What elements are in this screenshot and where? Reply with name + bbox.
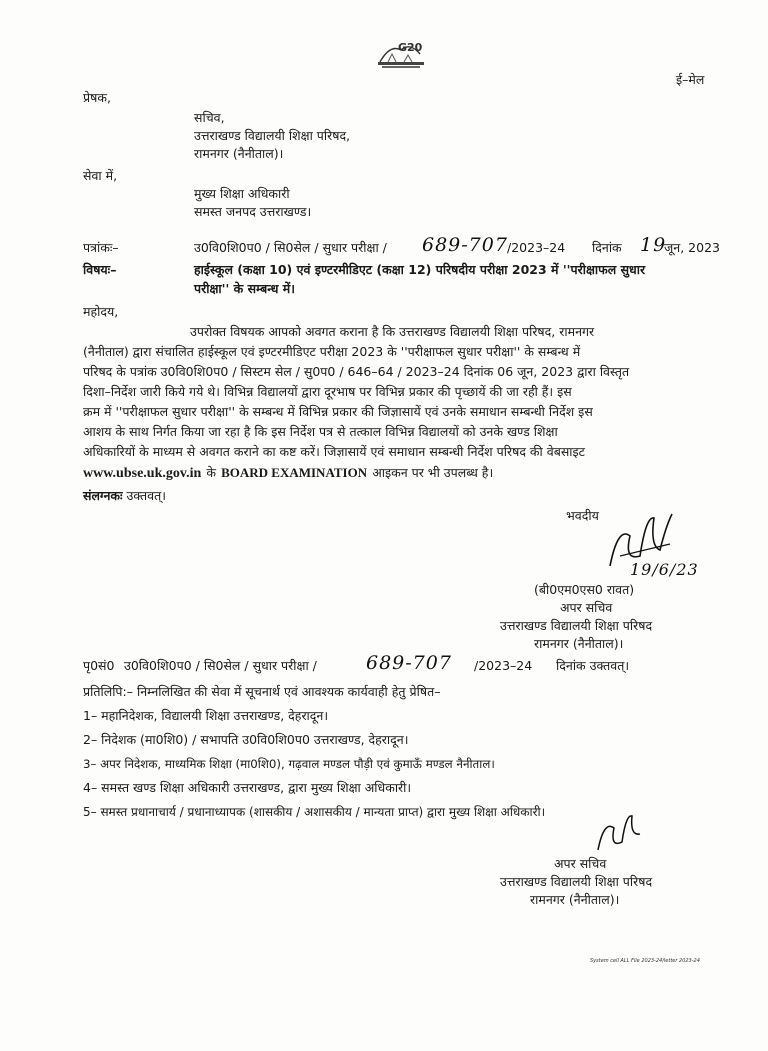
reference-date-label: दिनांक — [592, 240, 622, 255]
website-tail: आइकन पर भी उपलब्ध है। — [372, 465, 494, 480]
signature-2-icon — [590, 806, 650, 862]
signatory-name: (बी0एम0एस0 रावत) — [534, 582, 635, 597]
sender-line: सचिव, — [194, 110, 225, 125]
copy-ref-label: पृ0सं0 — [83, 658, 115, 673]
subject-line: परीक्षा'' के सम्बन्ध में। — [194, 281, 295, 296]
handwritten-letter-number: 689-707 — [422, 234, 508, 256]
signatory-place: रामनगर (नैनीताल)। — [534, 636, 624, 651]
reference-year: /2023–24 — [507, 240, 566, 255]
copy-item: 5– समस्त प्रधानाचार्य / प्रधानाध्यापक (शासकीय / अशासकीय / मान्यता प्राप्त) द्वारा मुख्य शिक्षा अधिकारी। — [83, 805, 546, 819]
body-line: क्रम में ''परीक्षाफल सुधार परीक्षा'' के सम्बन्ध में विभिन्न प्रकार की जिज्ञासायें एवं उनके समाधान सम्बन्धी निर्देश इस — [83, 404, 593, 419]
reference-code: उ0वि0शि0प0 / सि0सेल / सुधार परीक्षा / — [194, 240, 387, 255]
enclosure-label: संलग्नकः — [83, 488, 123, 503]
body-line: आशय के साथ निर्गत किया जा रहा है कि इस निर्देश पत्र से तत्काल विभिन्न विद्यालयों को उनके खण्ड शिक्षा — [83, 424, 558, 439]
enclosure — [83, 488, 166, 504]
salutation: महोदय, — [83, 304, 119, 319]
g20-logo — [370, 40, 432, 72]
signatory2-place: रामनगर (नैनीताल)। — [530, 892, 620, 907]
copy-ref-date: दिनांक उक्तवत्। — [556, 658, 630, 673]
body-line: उपरोक्त विषयक आपको अवगत कराना है कि उत्तराखण्ड विद्यालयी शिक्षा परिषद, रामनगर — [190, 324, 595, 339]
copy-item: 1– महानिदेशक, विद्यालयी शिक्षा उत्तराखण्ड, देहरादून। — [83, 708, 329, 723]
website-line — [83, 462, 493, 482]
sender-line: रामनगर (नैनीताल)। — [194, 146, 284, 161]
sender-label: प्रेषक, — [83, 90, 111, 105]
copy-ref-year: /2023–24 — [474, 658, 533, 673]
email-mark: ई–मेल — [676, 72, 705, 87]
handwritten-sign-date: 19/6/23 — [630, 560, 699, 579]
recipient-line: मुख्य शिक्षा अधिकारी — [194, 186, 290, 201]
signatory2-org: उत्तराखण्ड विद्यालयी शिक्षा परिषद — [500, 874, 653, 889]
subject-line: हाईस्कूल (कक्षा 10) एवं इण्टरमीडिएट (कक्षा 12) परिषदीय परीक्षा 2023 में ''परीक्षाफल सुधार — [194, 262, 646, 277]
copies-intro: प्रतिलिपि:– निम्नलिखित की सेवा में सूचनार्थ एवं आवश्यक कार्यवाही हेतु प्रेषित– — [83, 684, 441, 699]
signatory-designation: अपर सचिव — [560, 600, 613, 615]
enclosure-value: उक्तवत्। — [126, 488, 166, 503]
body-line: दिशा–निर्देश जारी किये गये थे। विभिन्न विद्यालयों द्वारा दूरभाष पर विभिन्न प्रकार की पृच्छायें की जा रही हैं। इस — [83, 384, 572, 399]
handwritten-day: 19 — [640, 234, 667, 256]
copy-ref-code: उ0वि0शि0प0 / सि0सेल / सुधार परीक्षा / — [124, 658, 317, 673]
footer-file-path: System cell ALL File 2023-24/letter 2023-24 — [590, 958, 700, 964]
body-line: अधिकारियों के माध्यम से अवगत कराने का कष्ट करें। जिज्ञासायें एवं समाधान सम्बन्धी निर्देश परिषद की वेबसाइट — [83, 444, 585, 459]
sender-line: उत्तराखण्ड विद्यालयी शिक्षा परिषद, — [194, 128, 351, 143]
subject-label: विषयः– — [83, 262, 117, 277]
copy-item: 2– निदेशक (मा0शि0) / सभापति उ0वि0शि0प0 उत्तराखण्ड, देहरादून। — [83, 732, 409, 747]
recipient-label: सेवा में, — [83, 168, 118, 183]
copy-handwritten-number: 689-707 — [366, 652, 452, 674]
website-url[interactable]: www.ubse.uk.gov.in — [83, 466, 202, 481]
signatory2-designation: अपर सचिव — [554, 856, 607, 871]
website-mid: के — [206, 465, 216, 480]
body-line: परिषद के पत्रांक उ0वि0शि0प0 / सिस्टम सेल / सु0प0 / 646–64 / 2023–24 दिनांक 06 जून, 2023 द्वारा विस्तृत — [83, 364, 630, 379]
logo-text: G20 — [398, 41, 423, 54]
reference-label: पत्रांकः– — [83, 240, 119, 255]
signatory-org: उत्तराखण्ड विद्यालयी शिक्षा परिषद — [500, 618, 653, 633]
copy-item: 3– अपर निदेशक, माध्यमिक शिक्षा (मा0शि0), गढ़वाल मण्डल पौड़ी एवं कुमाऊँ मण्डल नैनीताल। — [83, 757, 495, 771]
reference-date-rest: जून, 2023 — [664, 240, 720, 255]
closing: भवदीय — [566, 508, 599, 523]
copy-item: 4– समस्त खण्ड शिक्षा अधिकारी उत्तराखण्ड, द्वारा मुख्य शिक्षा अधिकारी। — [83, 780, 412, 795]
board-examination-text: BOARD EXAMINATION — [221, 465, 368, 480]
recipient-line: समस्त जनपद उत्तराखण्ड। — [194, 204, 312, 219]
body-line: (नैनीताल) द्वारा संचालित हाईस्कूल एवं इण्टरमीडिएट परीक्षा 2023 के ''परीक्षाफल सुधार परीक्षा'' के सम्बन्ध में — [83, 344, 581, 359]
